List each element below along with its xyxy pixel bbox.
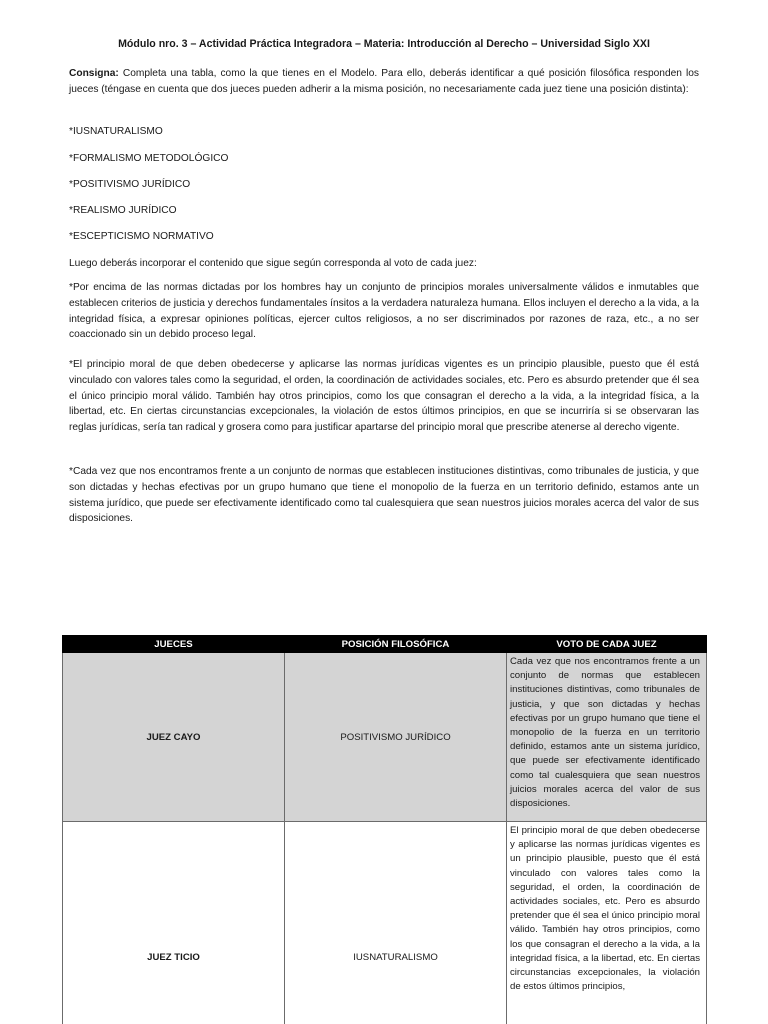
paragraph-iusnaturalismo: *Por encima de las normas dictadas por los hombres hay un conjunto de principios morales universalmente válidos e inmutables que establecen criterios de justicia y derechos fundamentales ínsitos a la verdadera naturaleza humana. Ellos incluyen el derecho a la vida, a la integridad física, a expresar opiniones políticas, ejercer cultos religiosos, a no ser discriminados por razones de raza, etc., a no ser coaccionado sin un debido proceso legal. — [69, 282, 699, 341]
judge-name-cell: JUEZ CAYO — [63, 653, 285, 822]
judges-table — [62, 635, 707, 1024]
table-row-ticio — [63, 822, 707, 1024]
paragraph-moral-principle: *El principio moral de que deben obedecerse y aplicarse las normas jurídicas vigentes es un principio plausible, puesto que él está vinculado con valores tales como la seguridad, el orden, la coordinación de actividades sociales, etc. Pero es absurdo pretender que él sea el único principio moral válido. También hay otros principios, como los que consagran el derecho a la vida, a la integridad física, a la libertad, etc. En ciertas circunstancias excepcionales, la violación de estos últimos principios, en que se incurriría si se observaran las reglas jurídicas, sería tan radical y grosera como para justificar apartarse del principio moral que prescribe atenerse al derecho vigente. — [69, 359, 699, 434]
vote-text: El principio moral de que deben obedecerse y aplicarse las normas jurídicas vigentes es un principio plausible, puesto que él está vinculado con valores tales como la seguridad, el orden, la coordinación de actividades sociales, etc. Pero es absurdo pretender que él sea el único principio moral válido. También hay otros principios, como los que consagran el derecho a la vida, a la integridad física, a la libertad, etc. En ciertas circunstancias excepcionales, la violación de estos últimos principios, — [510, 825, 700, 993]
position-item-positivismo: *POSITIVISMO JURÍDICO — [69, 179, 191, 190]
position-item-iusnaturalismo: *IUSNATURALISMO — [69, 126, 163, 137]
position-item-realismo: *REALISMO JURÍDICO — [69, 205, 177, 216]
position-item-formalismo: *FORMALISMO METODOLÓGICO — [69, 153, 229, 164]
instruction-text: Luego deberás incorporar el contenido que sigue según corresponda al voto de cada juez: — [69, 258, 477, 269]
judge-name-cell: JUEZ TICIO — [63, 822, 285, 1024]
header-position: POSICIÓN FILOSÓFICA — [285, 636, 507, 653]
consigna-text: Completa una tabla, como la que tienes en el Modelo. Para ello, deberás identificar a qué posición filosófica responden los jueces (téngase en cuenta que dos jueces pueden adherir a la misma posición, no necesariamente cada juez tiene una posición distinta): — [69, 68, 699, 95]
vote-text: Cada vez que nos encontramos frente a un conjunto de normas que establecen instituciones distintivas, como tribunales de justicia, y que son dictadas y hechas efectivas por un grupo humano que tiene el monopolio de la fuerza en un territorio definido, estamos ante un sistema jurídico, que puede ser efectivamente identificado como tal cualesquiera que sean nuestros juicios morales acerca del valor de sus disposiciones. — [510, 656, 700, 810]
position-item-escepticismo: *ESCEPTICISMO NORMATIVO — [69, 231, 214, 242]
table-header-row — [63, 636, 707, 653]
table-row-cayo — [63, 653, 707, 822]
position-cell: POSITIVISMO JURÍDICO — [285, 653, 507, 822]
consigna-label: Consigna: — [69, 68, 119, 79]
paragraph-legal-system: *Cada vez que nos encontramos frente a un conjunto de normas que establecen instituciones distintivas, como tribunales de justicia, y que son dictadas y hechas efectivas por un grupo humano que tiene el monopolio de la fuerza en un territorio definido, estamos ante un sistema jurídico, que puede ser efectivamente identificado como tal cualesquiera que sean nuestros juicios morales acerca del valor de sus disposiciones. — [69, 466, 699, 525]
consigna-paragraph — [69, 66, 699, 98]
vote-cell — [507, 653, 707, 822]
header-judges: JUECES — [63, 636, 285, 653]
vote-cell — [507, 822, 707, 1024]
header-vote: VOTO DE CADA JUEZ — [507, 636, 707, 653]
document-title: Módulo nro. 3 – Actividad Práctica Integradora – Materia: Introducción al Derecho – Universidad Siglo XXI — [118, 38, 650, 50]
position-cell: IUSNATURALISMO — [285, 822, 507, 1024]
